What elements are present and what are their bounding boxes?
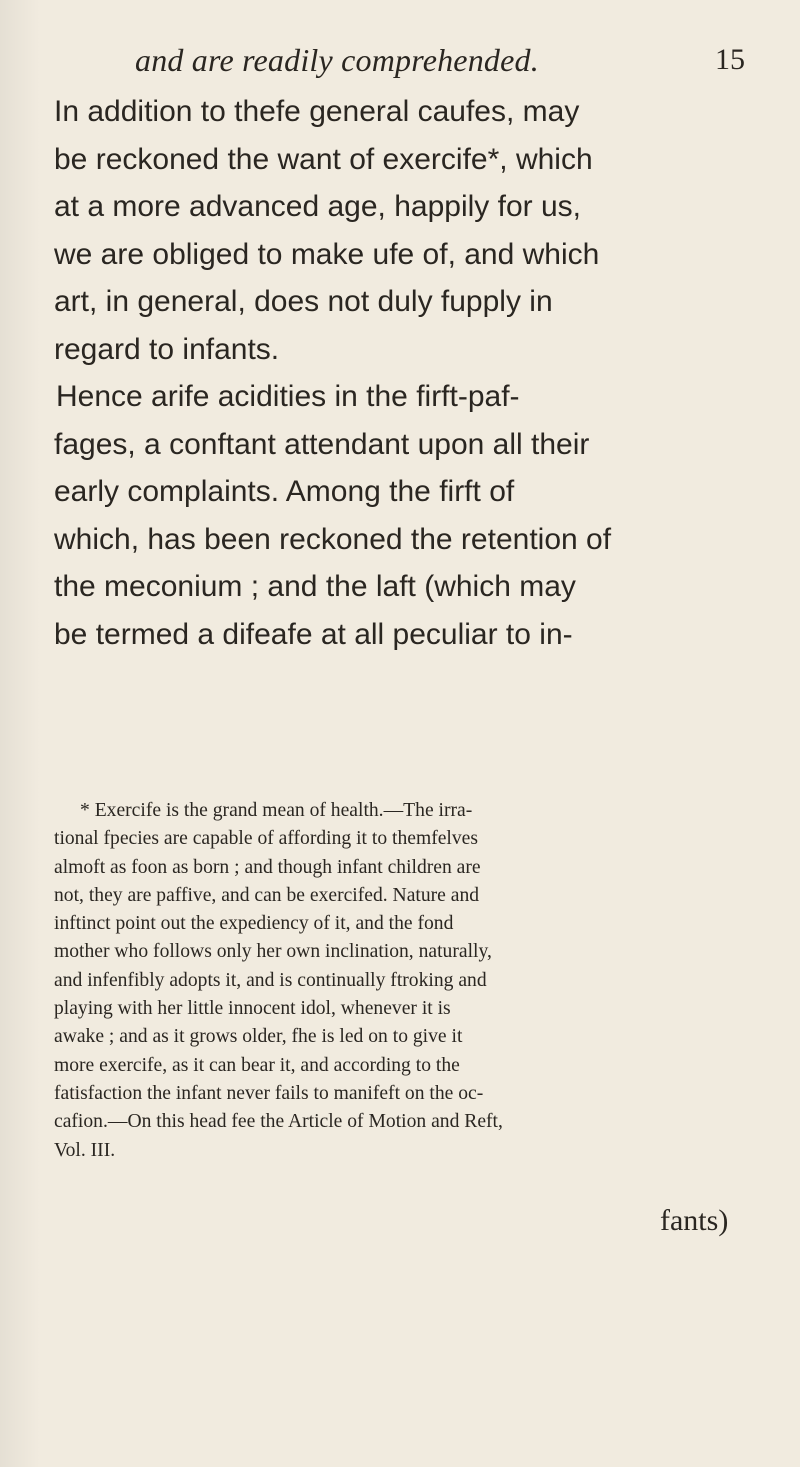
body-line: In addition to thefe general caufes, may bbox=[54, 95, 580, 128]
footnote-line: fatisfaction the infant never fails to manifeft on the oc- bbox=[54, 1082, 484, 1104]
footnote-line: and infenfibly adopts it, and is continually ftroking and bbox=[54, 969, 487, 991]
body-text bbox=[54, 88, 770, 658]
body-line: be reckoned the want of exercife*, which bbox=[54, 142, 593, 176]
body-line: fages, a conftant attendant upon all their bbox=[54, 427, 590, 461]
page-header bbox=[0, 40, 800, 80]
footnote bbox=[54, 797, 770, 1165]
footnote-line: mother who follows only her own inclination, naturally, bbox=[54, 941, 492, 963]
footnote-line: Vol. III. bbox=[54, 1139, 116, 1161]
footnote-line: not, they are paffive, and can be exercifed. Nature and bbox=[54, 884, 480, 906]
body-line: regard to infants. bbox=[54, 332, 280, 366]
footnote-line: inftinct point out the expediency of it, and the fond bbox=[54, 913, 454, 935]
footnote-line: tional fpecies are capable of affording it to themfelves bbox=[54, 828, 478, 850]
footnote-line: cafion.—On this head fee the Article of Motion and Reft, bbox=[54, 1111, 503, 1133]
footnote-line: more exercife, as it can bear it, and according to the bbox=[54, 1054, 460, 1076]
body-line: at a more advanced age, happily for us, bbox=[54, 190, 581, 223]
footnote-line: awake ; and as it grows older, fhe is led on to give it bbox=[54, 1026, 463, 1048]
footnote-line: * Exercife is the grand mean of health.—The irra- bbox=[80, 800, 473, 821]
page-number: 15 bbox=[715, 43, 745, 76]
footnote-line: almoft as foon as born ; and though infant children are bbox=[54, 856, 481, 878]
running-head: and are readily comprehended. bbox=[135, 42, 539, 78]
body-line: art, in general, does not duly fupply in bbox=[54, 285, 553, 318]
body-line: which, has been reckoned the retention of bbox=[54, 522, 612, 556]
body-line: early complaints. Among the firft of bbox=[54, 475, 515, 508]
body-line: the meconium ; and the laft (which may bbox=[54, 570, 576, 603]
footnote-line: playing with her little innocent idol, whenever it is bbox=[54, 998, 451, 1020]
body-line: Hence arife acidities in the firft-paf- bbox=[56, 380, 520, 413]
body-line: we are obliged to make ufe of, and which bbox=[54, 237, 600, 271]
catchword: fants) bbox=[660, 1204, 729, 1237]
body-line: be termed a difeafe at all peculiar to in- bbox=[54, 617, 573, 651]
